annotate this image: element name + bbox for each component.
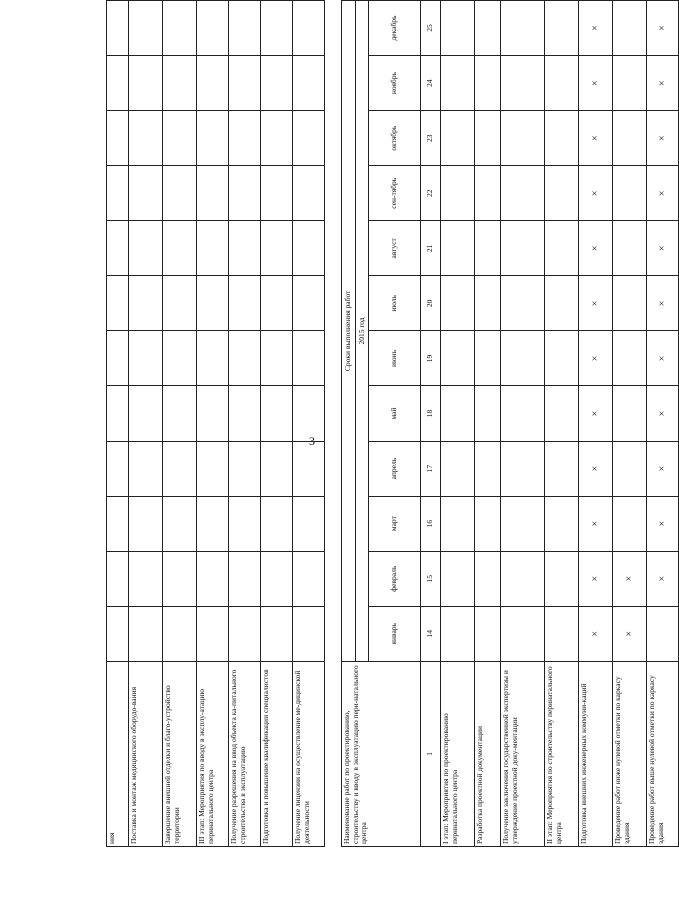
schedule-row	[613, 1, 647, 847]
month-mark-cell	[197, 166, 229, 221]
month-mark-cell	[163, 441, 197, 496]
month-mark-cell	[163, 551, 197, 606]
month-mark-cell: ×	[647, 166, 679, 221]
month-mark-cell	[129, 441, 163, 496]
month-mark-cell	[441, 496, 475, 551]
month-mark-cell	[163, 386, 197, 441]
month-mark-cell	[613, 496, 647, 551]
month-mark-cell	[129, 221, 163, 276]
month-mark-cell	[229, 606, 261, 661]
month-header: январь	[369, 606, 421, 661]
month-header: март	[369, 496, 421, 551]
month-mark-cell	[545, 331, 579, 386]
column-number: 19	[421, 331, 441, 386]
month-mark-cell	[475, 606, 501, 661]
month-mark-cell	[163, 111, 197, 166]
month-mark-cell	[163, 606, 197, 661]
month-mark-cell	[545, 441, 579, 496]
schedule-row	[475, 1, 501, 847]
month-mark-cell	[501, 111, 545, 166]
month-mark-cell: ×	[613, 551, 647, 606]
page-number: 3	[309, 434, 315, 448]
month-mark-cell	[229, 1, 261, 56]
month-mark-cell	[293, 606, 325, 661]
month-mark-cell: ×	[647, 111, 679, 166]
month-mark-cell: ×	[579, 441, 613, 496]
month-mark-cell	[129, 166, 163, 221]
month-mark-cell	[613, 1, 647, 56]
month-mark-cell	[163, 276, 197, 331]
month-mark-cell	[229, 551, 261, 606]
month-mark-cell	[293, 1, 325, 56]
section-gap	[325, 1, 342, 847]
month-mark-cell	[163, 56, 197, 111]
month-mark-cell	[163, 496, 197, 551]
month-mark-cell	[293, 496, 325, 551]
month-mark-cell	[475, 551, 501, 606]
month-mark-cell	[441, 166, 475, 221]
work-name-cell: II этап: Мероприятия по строительству перинатального центра	[545, 661, 579, 846]
month-mark-cell	[197, 331, 229, 386]
month-mark-cell	[545, 56, 579, 111]
month-mark-cell	[501, 1, 545, 56]
month-mark-cell	[475, 441, 501, 496]
month-mark-cell	[163, 331, 197, 386]
schedule-row	[545, 1, 579, 847]
month-mark-cell	[501, 331, 545, 386]
month-mark-cell	[545, 386, 579, 441]
month-mark-cell: ×	[579, 606, 613, 661]
month-mark-cell	[441, 1, 475, 56]
month-mark-cell	[441, 56, 475, 111]
month-mark-cell	[229, 496, 261, 551]
month-mark-cell	[261, 551, 293, 606]
schedule-row	[163, 1, 197, 847]
month-mark-cell	[545, 276, 579, 331]
work-name-cell: Получение заключения государственной экспертизы и утверждение проектной доку-ментации	[501, 661, 545, 846]
month-mark-cell	[293, 331, 325, 386]
month-header: февраль	[369, 551, 421, 606]
month-mark-cell: ×	[579, 221, 613, 276]
month-mark-cell	[107, 386, 129, 441]
schedule-table	[106, 0, 679, 847]
schedule-row	[229, 1, 261, 847]
month-mark-cell	[501, 166, 545, 221]
month-mark-cell	[261, 276, 293, 331]
month-mark-cell	[293, 551, 325, 606]
month-mark-cell	[441, 606, 475, 661]
work-name-cell: Поставка и монтаж медицинского оборудо-вания	[129, 661, 163, 846]
month-mark-cell: ×	[579, 331, 613, 386]
column-number: 18	[421, 386, 441, 441]
column-number: 25	[421, 1, 441, 56]
month-mark-cell	[613, 276, 647, 331]
month-mark-cell	[501, 221, 545, 276]
month-mark-cell	[545, 606, 579, 661]
month-mark-cell	[107, 331, 129, 386]
month-mark-cell	[545, 221, 579, 276]
schedule-row	[579, 1, 613, 847]
month-mark-cell	[475, 331, 501, 386]
month-mark-cell	[197, 496, 229, 551]
month-mark-cell	[475, 166, 501, 221]
column-number: 21	[421, 221, 441, 276]
month-mark-cell	[197, 386, 229, 441]
month-mark-cell	[107, 496, 129, 551]
month-mark-cell	[197, 551, 229, 606]
work-name-cell: Подготовка внешних инженерных коммуни-каций	[579, 661, 613, 846]
work-name-cell: Разработка проектной документации	[475, 661, 501, 846]
month-mark-cell	[107, 221, 129, 276]
month-mark-cell	[129, 606, 163, 661]
month-mark-cell	[475, 56, 501, 111]
month-mark-cell	[129, 386, 163, 441]
month-mark-cell	[501, 441, 545, 496]
work-name-cell: Завершение внешней отделки и благо-устройство территории	[163, 661, 197, 846]
month-mark-cell	[293, 221, 325, 276]
month-mark-cell: ×	[647, 221, 679, 276]
month-mark-cell	[197, 276, 229, 331]
month-mark-cell	[613, 111, 647, 166]
month-header: июль	[369, 276, 421, 331]
month-mark-cell: ×	[579, 276, 613, 331]
month-mark-cell: ×	[579, 1, 613, 56]
month-mark-cell	[197, 606, 229, 661]
month-mark-cell	[129, 551, 163, 606]
month-mark-cell	[545, 1, 579, 56]
month-mark-cell	[441, 441, 475, 496]
month-mark-cell: ×	[579, 551, 613, 606]
month-mark-cell	[261, 221, 293, 276]
work-name-cell: ния	[107, 661, 129, 846]
month-mark-cell	[129, 1, 163, 56]
header-period: Сроки выполнения работ	[342, 1, 356, 662]
month-mark-cell	[197, 56, 229, 111]
month-mark-cell	[261, 606, 293, 661]
month-mark-cell	[107, 606, 129, 661]
month-mark-cell	[475, 496, 501, 551]
month-mark-cell	[107, 111, 129, 166]
month-mark-cell	[647, 606, 679, 661]
month-mark-cell	[197, 111, 229, 166]
month-mark-cell	[613, 166, 647, 221]
month-mark-cell	[261, 56, 293, 111]
month-mark-cell	[441, 221, 475, 276]
month-mark-cell: ×	[647, 386, 679, 441]
month-mark-cell	[441, 111, 475, 166]
schedule-header	[342, 1, 441, 847]
month-mark-cell	[229, 331, 261, 386]
month-mark-cell	[107, 551, 129, 606]
month-mark-cell	[545, 111, 579, 166]
month-mark-cell	[613, 441, 647, 496]
month-mark-cell	[107, 441, 129, 496]
column-number: 15	[421, 551, 441, 606]
month-mark-cell	[441, 386, 475, 441]
month-mark-cell	[501, 606, 545, 661]
month-mark-cell	[129, 331, 163, 386]
schedule-row	[261, 1, 293, 847]
month-mark-cell	[129, 496, 163, 551]
month-mark-cell	[293, 441, 325, 496]
month-mark-cell: ×	[647, 441, 679, 496]
month-mark-cell	[293, 111, 325, 166]
month-mark-cell	[545, 166, 579, 221]
month-mark-cell	[229, 111, 261, 166]
month-header: июнь	[369, 331, 421, 386]
month-mark-cell	[261, 386, 293, 441]
month-mark-cell	[229, 166, 261, 221]
column-number: 16	[421, 496, 441, 551]
month-mark-cell	[107, 1, 129, 56]
month-mark-cell: ×	[579, 496, 613, 551]
month-mark-cell	[293, 386, 325, 441]
month-mark-cell: ×	[579, 111, 613, 166]
month-mark-cell	[613, 331, 647, 386]
month-mark-cell	[129, 56, 163, 111]
month-mark-cell	[229, 221, 261, 276]
schedule-row	[293, 1, 325, 847]
month-mark-cell	[441, 551, 475, 606]
month-mark-cell: ×	[613, 606, 647, 661]
month-mark-cell: ×	[579, 56, 613, 111]
column-number: 22	[421, 166, 441, 221]
schedule-row	[107, 1, 129, 847]
month-mark-cell	[163, 1, 197, 56]
month-header: май	[369, 386, 421, 441]
work-name-cell: III этап: Мероприятия по вводу в эксплу-атацию перинатального центра	[197, 661, 229, 846]
schedule-row	[501, 1, 545, 847]
month-mark-cell	[545, 551, 579, 606]
schedule-top-section	[107, 1, 325, 847]
month-mark-cell	[501, 386, 545, 441]
month-header: сен-тябрь	[369, 166, 421, 221]
schedule-row	[197, 1, 229, 847]
month-mark-cell: ×	[647, 331, 679, 386]
header-work-name: Наименование работ по проектированию, строительству и вводу в эксплуатацию пери-натального центра	[342, 661, 421, 846]
month-mark-cell	[129, 111, 163, 166]
work-name-cell: Проведение работ ниже нулевой отметки по каркасу здания	[613, 661, 647, 846]
schedule-row	[647, 1, 679, 847]
month-mark-cell	[475, 1, 501, 56]
month-mark-cell	[475, 386, 501, 441]
column-number: 23	[421, 111, 441, 166]
month-mark-cell: ×	[647, 276, 679, 331]
column-number: 20	[421, 276, 441, 331]
month-header: август	[369, 221, 421, 276]
month-mark-cell	[545, 496, 579, 551]
rotated-schedule-page	[106, 0, 668, 847]
month-mark-cell	[163, 166, 197, 221]
month-mark-cell	[293, 56, 325, 111]
month-mark-cell	[475, 111, 501, 166]
month-mark-cell	[107, 276, 129, 331]
work-name-cell: Получение лицензии на осуществление ме-дицинской деятельности	[293, 661, 325, 846]
schedule-row	[129, 1, 163, 847]
month-mark-cell: ×	[647, 496, 679, 551]
month-mark-cell	[613, 221, 647, 276]
month-mark-cell	[229, 276, 261, 331]
month-mark-cell	[129, 276, 163, 331]
column-number: 14	[421, 606, 441, 661]
month-mark-cell	[501, 496, 545, 551]
work-name-cell: Проведение работ выше нулевой отметки по каркасу здания	[647, 661, 679, 846]
column-number: 24	[421, 56, 441, 111]
month-mark-cell	[293, 276, 325, 331]
month-mark-cell	[197, 441, 229, 496]
month-header: октябрь	[369, 111, 421, 166]
month-mark-cell	[475, 276, 501, 331]
month-mark-cell	[613, 386, 647, 441]
month-mark-cell	[229, 386, 261, 441]
month-header: декабрь	[369, 1, 421, 56]
month-mark-cell	[229, 56, 261, 111]
month-mark-cell	[107, 56, 129, 111]
month-mark-cell	[261, 1, 293, 56]
schedule-bottom-section	[441, 1, 679, 847]
month-mark-cell	[501, 551, 545, 606]
work-name-cell: I этап: Мероприятия по проектированию перинатального центра	[441, 661, 475, 846]
month-mark-cell	[501, 56, 545, 111]
month-mark-cell	[293, 166, 325, 221]
month-mark-cell	[261, 441, 293, 496]
month-mark-cell	[501, 276, 545, 331]
schedule-row	[441, 1, 475, 847]
month-mark-cell	[613, 56, 647, 111]
month-mark-cell	[197, 221, 229, 276]
month-mark-cell	[261, 496, 293, 551]
month-header: апрель	[369, 441, 421, 496]
month-mark-cell: ×	[579, 386, 613, 441]
work-name-cell: Получение разрешения на ввод объекта ка-питального строительства в эксплуатацию	[229, 661, 261, 846]
month-mark-cell: ×	[579, 166, 613, 221]
month-mark-cell	[261, 111, 293, 166]
month-mark-cell: ×	[647, 551, 679, 606]
month-mark-cell: ×	[647, 1, 679, 56]
column-number: 17	[421, 441, 441, 496]
month-mark-cell	[261, 166, 293, 221]
month-mark-cell	[475, 221, 501, 276]
month-mark-cell	[163, 221, 197, 276]
header-year: 2015 год	[355, 1, 369, 662]
work-name-cell: Подготовка и повышение квалификации специалистов	[261, 661, 293, 846]
month-mark-cell	[441, 331, 475, 386]
month-mark-cell	[441, 276, 475, 331]
column-number: 1	[421, 661, 441, 846]
month-header: ноябрь	[369, 56, 421, 111]
month-mark-cell	[197, 1, 229, 56]
month-mark-cell	[261, 331, 293, 386]
month-mark-cell: ×	[647, 56, 679, 111]
month-mark-cell	[229, 441, 261, 496]
month-mark-cell	[107, 166, 129, 221]
